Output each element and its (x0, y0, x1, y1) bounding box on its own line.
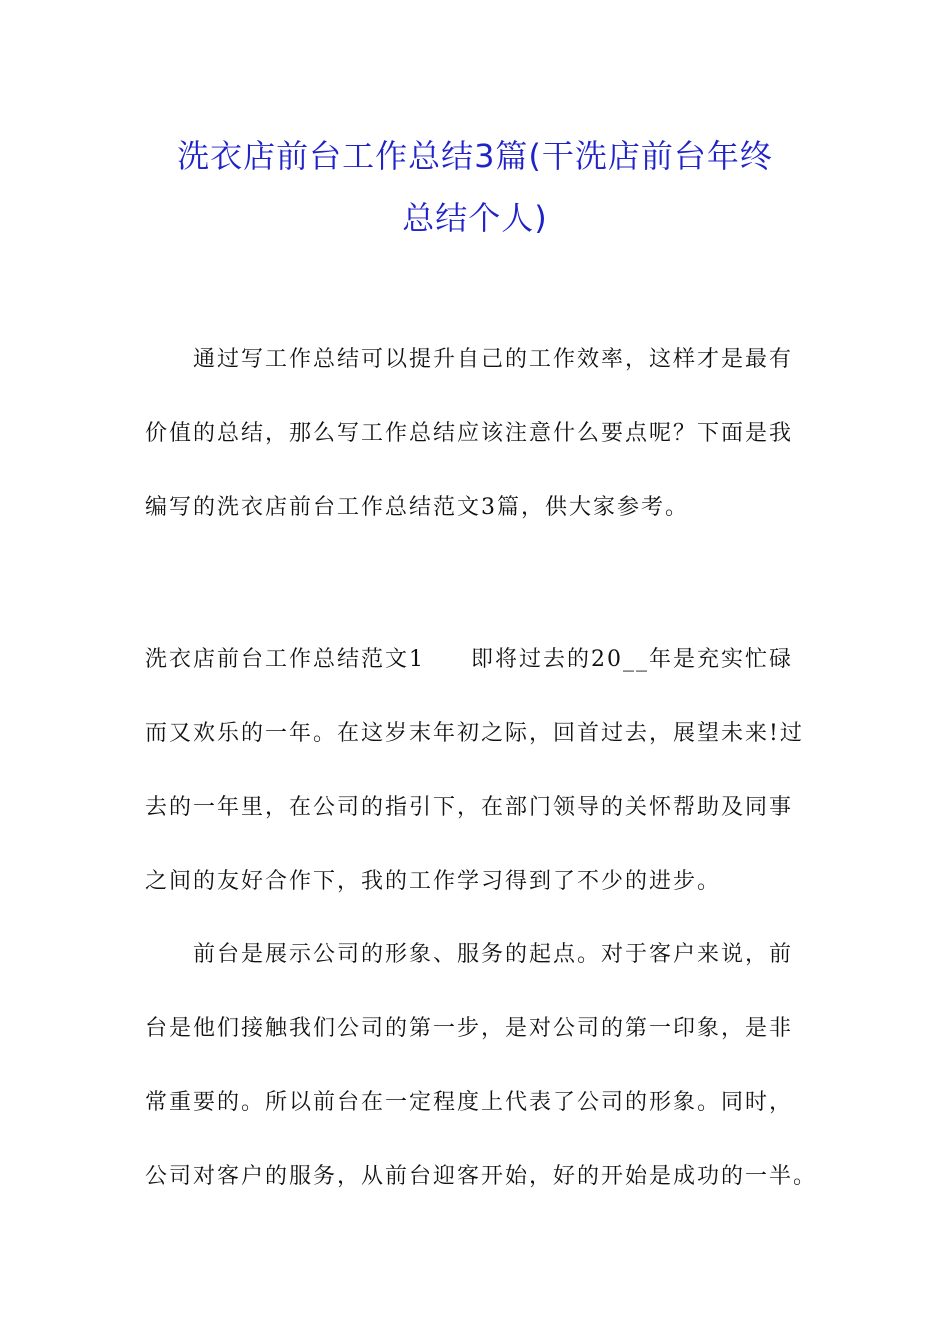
section-1-heading: 洗衣店前台工作总结范文1 (145, 647, 425, 672)
paragraph-2-line-4: 公司对客户的服务，从前台迎客开始，好的开始是成功的一半。 (145, 1164, 818, 1189)
intro-line-1: 通过写工作总结可以提升自己的工作效率，这样才是最有 (193, 347, 794, 372)
paragraph-2-line-1: 前台是展示公司的形象、服务的起点。对于客户来说，前 (193, 942, 794, 967)
section-1-paragraph (145, 645, 825, 895)
paragraph-2-line-2: 台是他们接触我们公司的第一步，是对公司的第一印象，是非 (145, 1016, 794, 1041)
section-1-line-2: 而又欢乐的一年。在这岁末年初之际，回首过去，展望未来!过 (145, 721, 804, 746)
document-title (145, 125, 805, 249)
intro-line-3: 编写的洗衣店前台工作总结范文3篇，供大家参考。 (145, 495, 689, 520)
paragraph-2 (145, 940, 825, 1190)
section-1-line-4: 之间的友好合作下，我的工作学习得到了不少的进步。 (145, 869, 722, 894)
intro-paragraph (145, 345, 825, 520)
paragraph-2-line-3: 常重要的。所以前台在一定程度上代表了公司的形象。同时， (145, 1090, 794, 1115)
title-line-2: 总结个人) (402, 199, 548, 237)
section-1-first-line (145, 645, 793, 675)
section-1-line-3: 去的一年里，在公司的指引下，在部门领导的关怀帮助及同事 (145, 795, 794, 820)
intro-line-2: 价值的总结，那么写工作总结应该注意什么要点呢？下面是我 (145, 421, 794, 446)
section-1-opening-text: 即将过去的20__年是充实忙碌 (471, 647, 793, 672)
title-line-1: 洗衣店前台工作总结3篇(干洗店前台年终 (177, 137, 773, 175)
